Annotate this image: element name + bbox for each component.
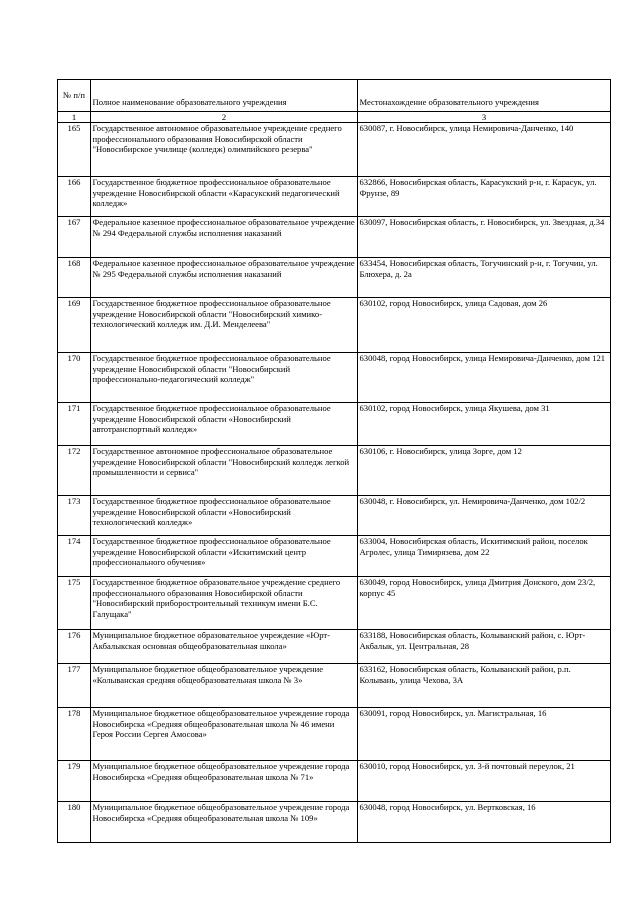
table-row xyxy=(58,353,611,403)
table-row xyxy=(58,802,611,843)
row-address: 633454, Новосибирская область, Тогучинский р-н, г. Тогучин, ул. Блюхера, д. 2а xyxy=(358,258,611,298)
row-address: 630102, город Новосибирск, улица Якушева, дом 31 xyxy=(358,403,611,446)
row-num: 176 xyxy=(58,630,91,664)
row-address: 633188, Новосибирская область, Колыванский район, с. Юрт-Акбалык, ул. Центральная, 28 xyxy=(358,630,611,664)
row-address: 630102, город Новосибирск, улица Садовая, дом 26 xyxy=(358,298,611,353)
row-num: 175 xyxy=(58,577,91,630)
table-row xyxy=(58,258,611,298)
table-row xyxy=(58,496,611,536)
table-row xyxy=(58,630,611,664)
row-address: 630106, г. Новосибирск, улица Зорге, дом 12 xyxy=(358,446,611,496)
row-address: 630097, Новосибирская область, г. Новосибирск, ул. Звездная, д.34 xyxy=(358,217,611,258)
row-name: Государственное бюджетное профессиональное образовательное учреждение Новосибирской области "Новосибирский химико-технологический колледж им. Д.И. Менделеева" xyxy=(91,298,358,353)
row-address: 633162, Новосибирская область, Колыванский район, р.п. Колывань, улица Чехова, 3А xyxy=(358,664,611,708)
row-address: 630048, город Новосибирск, улица Немировича-Данченко, дом 121 xyxy=(358,353,611,403)
row-name: Государственное автономное профессиональное образовательное учреждение Новосибирской области "Новосибирский колледж легкой промышленности и сервиса" xyxy=(91,446,358,496)
row-name: Муниципальное бюджетное образовательное учреждение «Юрт-Акбалыкская основная общеобразовательная школа» xyxy=(91,630,358,664)
table-row xyxy=(58,298,611,353)
table-row xyxy=(58,123,611,177)
row-num: 165 xyxy=(58,123,91,177)
row-num: 178 xyxy=(58,708,91,761)
institutions-table xyxy=(57,79,611,843)
row-name: Муниципальное бюджетное общеобразовательное учреждение «Колыванская средняя общеобразовательная школа № 3» xyxy=(91,664,358,708)
row-num: 174 xyxy=(58,536,91,577)
row-num: 166 xyxy=(58,177,91,217)
row-name: Федеральное казенное профессиональное образовательное учреждение № 294 Федеральной службы исполнения наказаний xyxy=(91,217,358,258)
table-row xyxy=(58,664,611,708)
row-name: Федеральное казенное профессиональное образовательное учреждение № 295 Федеральной службы исполнения наказаний xyxy=(91,258,358,298)
row-address: 630087, г. Новосибирск, улица Немировича-Данченко, 140 xyxy=(358,123,611,177)
column-number: 2 xyxy=(91,112,358,123)
row-address: 630048, город Новосибирск, ул. Вертковская, 16 xyxy=(358,802,611,843)
table-row xyxy=(58,446,611,496)
row-num: 177 xyxy=(58,664,91,708)
row-num: 171 xyxy=(58,403,91,446)
row-address: 632866, Новосибирская область, Карасукский р-н, г. Карасук, ул. Фрунзе, 89 xyxy=(358,177,611,217)
table-row xyxy=(58,217,611,258)
row-address: 633004, Новосибирская область, Искитимский район, поселок Агролес, улица Тимирязева, дом 22 xyxy=(358,536,611,577)
row-name: Муниципальное бюджетное общеобразовательное учреждение города Новосибирска «Средняя общеобразовательная школа № 71» xyxy=(91,761,358,802)
row-num: 172 xyxy=(58,446,91,496)
column-number: 3 xyxy=(358,112,611,123)
row-name: Государственное бюджетное профессиональное образовательное учреждение Новосибирской области «Новосибирский технологический колледж» xyxy=(91,496,358,536)
row-name: Муниципальное бюджетное общеобразовательное учреждение города Новосибирска «Средняя общеобразовательная школа № 109» xyxy=(91,802,358,843)
row-num: 173 xyxy=(58,496,91,536)
row-address: 630049, город Новосибирск, улица Дмитрия Донского, дом 23/2, корпус 45 xyxy=(358,577,611,630)
row-num: 169 xyxy=(58,298,91,353)
row-name: Муниципальное бюджетное общеобразовательное учреждение города Новосибирска «Средняя общеобразовательная школа № 46 имени Героя России Сергея Амосова» xyxy=(91,708,358,761)
header-address: Местонахождение образовательного учреждения xyxy=(358,80,611,112)
row-num: 168 xyxy=(58,258,91,298)
column-numbers-row xyxy=(58,112,611,123)
row-name: Государственное бюджетное профессиональное образовательное учреждение Новосибирской области «Карасукский педагогический колледж» xyxy=(91,177,358,217)
row-name: Государственное бюджетное профессиональное образовательное учреждение Новосибирской области "Новосибирский профессионально-педагогический колледж" xyxy=(91,353,358,403)
row-name: Государственное бюджетное профессиональное образовательное учреждение Новосибирской области «Новосибирский автотранспортный колледж» xyxy=(91,403,358,446)
table-row xyxy=(58,177,611,217)
table-row xyxy=(58,761,611,802)
table-row xyxy=(58,403,611,446)
table-row xyxy=(58,708,611,761)
table-row xyxy=(58,536,611,577)
row-name: Государственное бюджетное профессиональное образовательное учреждение Новосибирской области «Искитимский центр профессионального обучения» xyxy=(91,536,358,577)
row-num: 170 xyxy=(58,353,91,403)
header-name: Полное наименование образовательного учреждения xyxy=(91,80,358,112)
table-row xyxy=(58,577,611,630)
row-name: Государственное автономное образовательное учреждение среднего профессионального образования Новосибирской области "Новосибирское училище (колледж) олимпийского резерва" xyxy=(91,123,358,177)
row-address: 630048, г. Новосибирск, ул. Немировича-Данченко, дом 102/2 xyxy=(358,496,611,536)
row-num: 180 xyxy=(58,802,91,843)
row-address: 630010, город Новосибирск, ул. 3-й почтовый переулок, 21 xyxy=(358,761,611,802)
row-num: 179 xyxy=(58,761,91,802)
table-header-row xyxy=(58,80,611,112)
row-name: Государственное бюджетное образовательное учреждение среднего профессионального образования Новосибирской области "Новосибирский приборостроительный техникум имени Б.С. Галущака" xyxy=(91,577,358,630)
column-number: 1 xyxy=(58,112,91,123)
header-num: № п/п xyxy=(58,80,91,112)
row-num: 167 xyxy=(58,217,91,258)
row-address: 630091, город Новосибирск, ул. Магистральная, 16 xyxy=(358,708,611,761)
